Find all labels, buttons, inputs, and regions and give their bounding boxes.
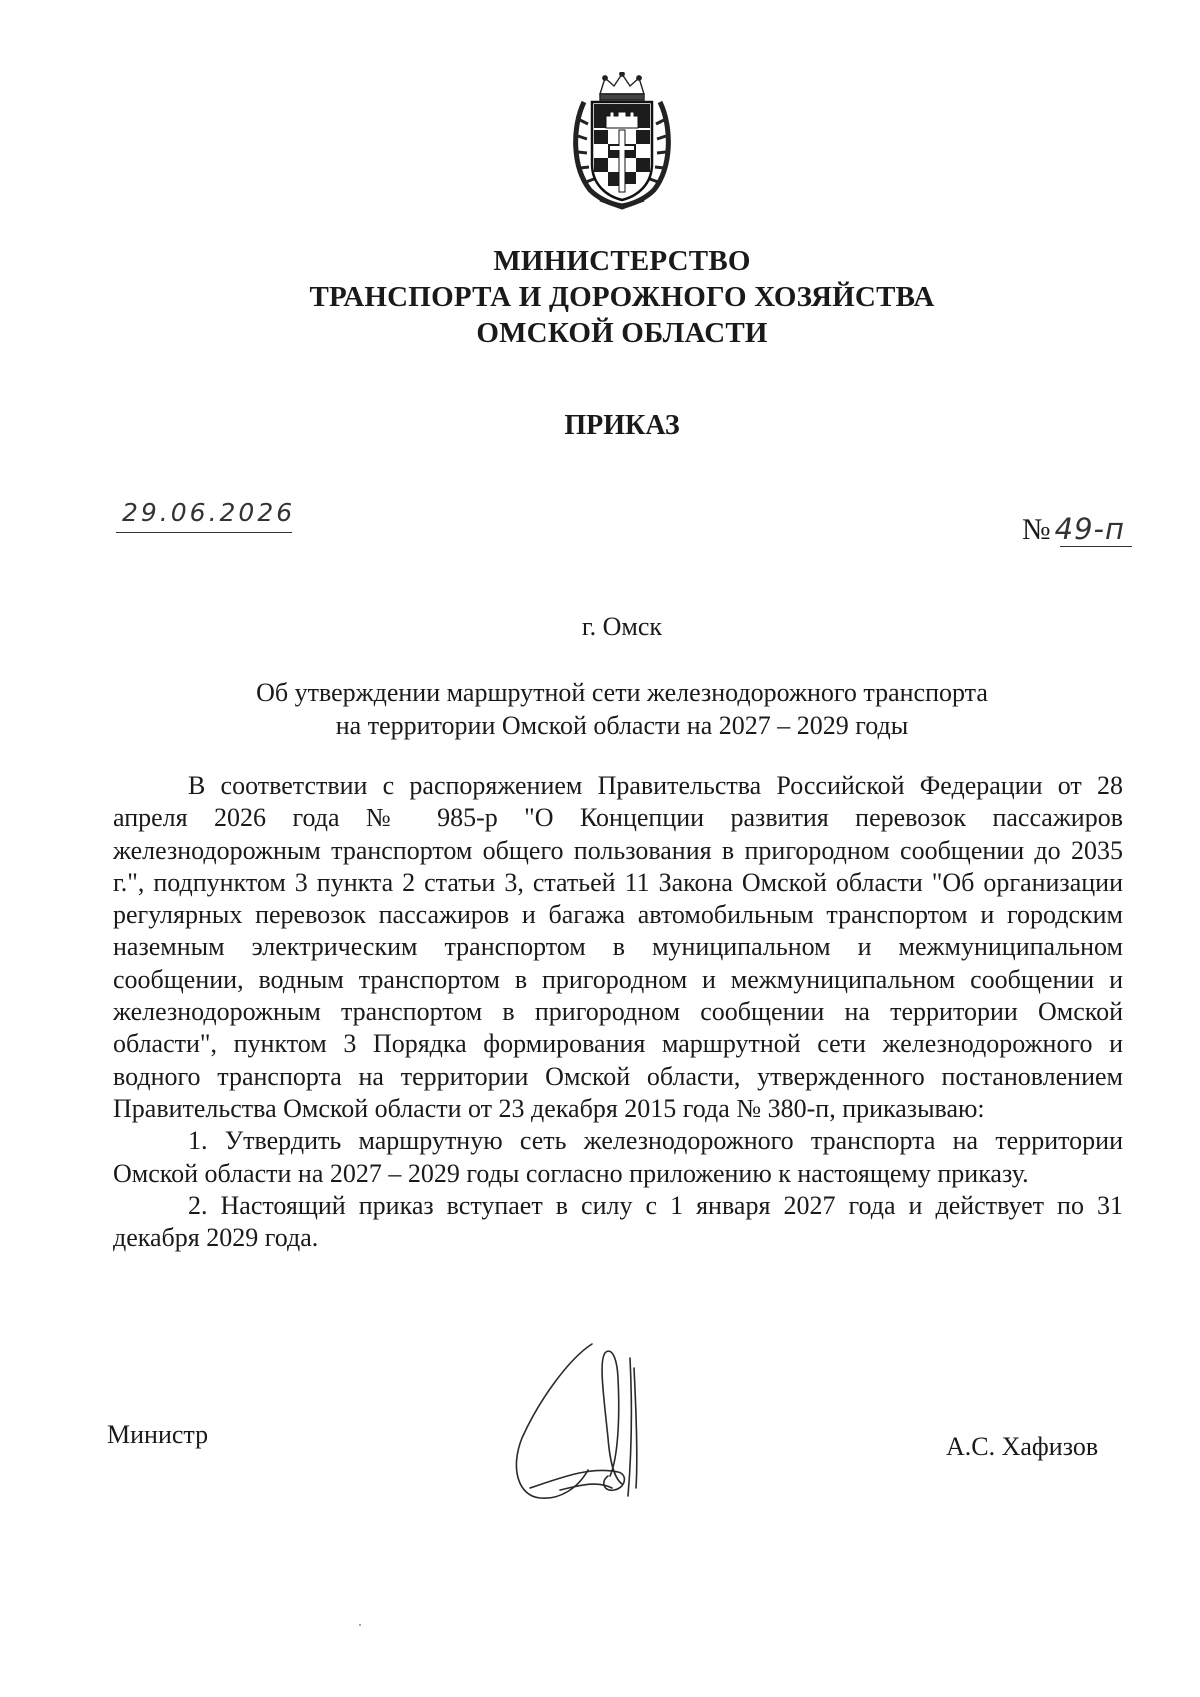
city: г. Омск (581, 612, 663, 641)
document-number (1022, 512, 1125, 547)
number-underline (1060, 546, 1132, 547)
signatory-name: А.С. Хафизов (946, 1432, 1099, 1461)
subject-line-1: Об утверждении маршрутной сети железнодорожного транспорта (256, 678, 988, 707)
body-item-1: 1. Утвердить маршрутную сеть железнодорожного транспорта на территории Омской области на 2027 – 2029 годы согласно приложению к настоящему приказу. (113, 1126, 1123, 1188)
number-value: 49-п (1054, 512, 1125, 546)
signatory-title: Министр (107, 1420, 209, 1449)
body-item-2: 2. Настоящий приказ вступает в силу с 1 января 2027 года и действует по 31 декабря 2029 года. (113, 1190, 1123, 1253)
number-sign: № (1022, 513, 1051, 546)
org-line-1: МИНИСТЕРСТВО (493, 245, 751, 277)
subject-line-2: на территории Омской области на 2027 – 2029 годы (335, 711, 909, 740)
body-paragraph-1: В соответствии с распоряжением Правительства Российской Федерации от 28 апреля 2026 года № 985-р "О Концепции развития перевозок пассажиров железнодорожным транспортом общего пользования в пригородном сообщении до 2035 г.", подпунктом 3 пункта 2 статьи 3, статьей 11 Закона Омской области "Об организации регулярных перевозок пассажиров и багажа автомобильным транспортом и городским наземным электрическим транспортом в муниципальном и межмуниципальном сообщении, водным транспортом в пригородном и межмуниципальном сообщении и железнодорожным транспортом в пригородном сообщении на территории Омской области", пунктом 3 Порядка формирования маршрутной сети железнодорожного и водного транспорта на территории Омской области, утвержденного постановлением Правительства Омской области от 23 декабря 2015 года № 380-п, приказываю: (113, 771, 1123, 1123)
document-date: 29.06.2026 (122, 498, 296, 527)
document-type: ПРИКАЗ (564, 410, 680, 441)
coat-of-arms-icon (570, 72, 675, 210)
org-line-3: ОМСКОЙ ОБЛАСТИ (476, 317, 768, 349)
org-line-2: ТРАНСПОРТА И ДОРОЖНОГО ХОЗЯЙСТВА (309, 281, 935, 313)
document-subject (0, 676, 1200, 742)
organization-header (0, 243, 1200, 351)
handwritten-signature-icon (500, 1338, 690, 1518)
scan-speck (359, 1624, 361, 1626)
document-body (113, 770, 1123, 1254)
date-underline (116, 532, 292, 533)
